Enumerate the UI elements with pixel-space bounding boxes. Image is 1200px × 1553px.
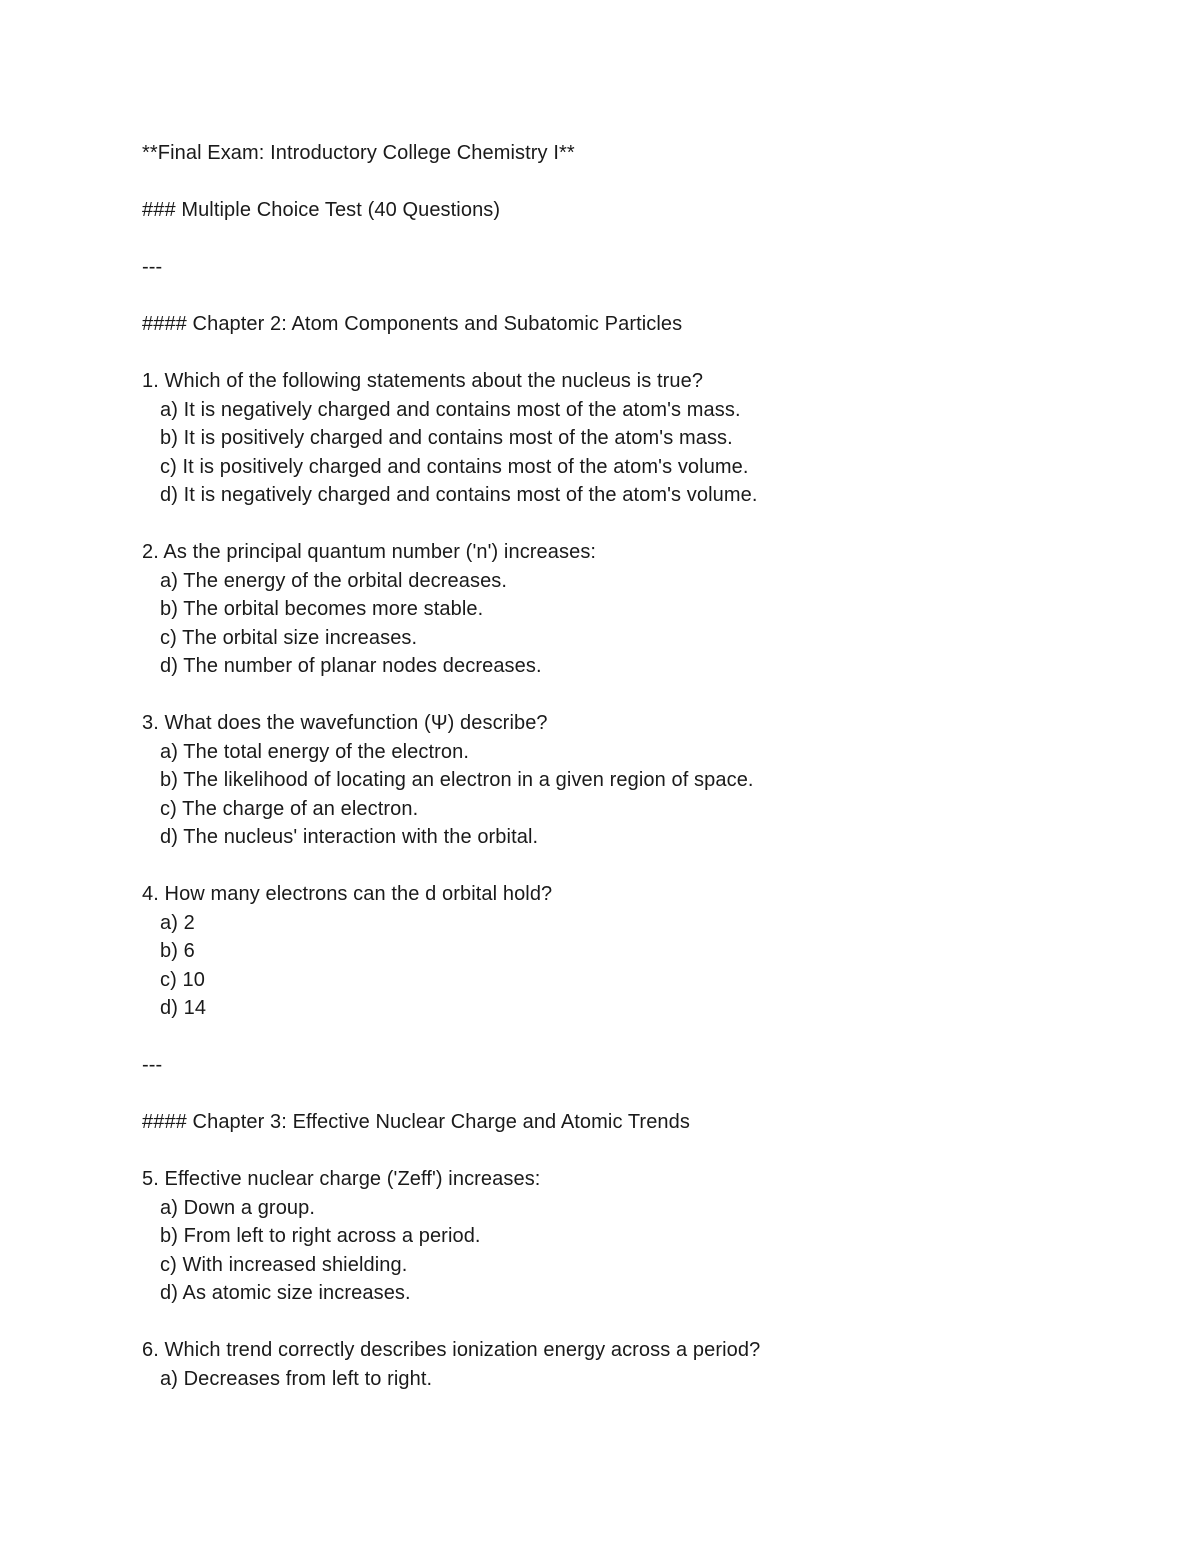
- spacer: [142, 1308, 1142, 1337]
- answer-option: a) 2: [160, 911, 195, 934]
- answer-option: c) It is positively charged and contains most of the atom's volume.: [160, 455, 749, 478]
- spacer: [142, 282, 1142, 311]
- spacer: [142, 681, 1142, 710]
- document-page: [142, 139, 1142, 1393]
- chapter-heading: #### Chapter 3: Effective Nuclear Charge and Atomic Trends: [142, 1111, 690, 1133]
- exam-title: **Final Exam: Introductory College Chemistry I**: [142, 142, 575, 164]
- answer-option: b) The orbital becomes more stable.: [160, 598, 484, 620]
- section-separator: ---: [142, 256, 163, 278]
- answer-option: d) The number of planar nodes decreases.: [160, 655, 542, 677]
- spacer: [142, 510, 1142, 539]
- question-stem: 5. Effective nuclear charge ('Zeff') increases:: [142, 1168, 541, 1190]
- question-block: [142, 880, 1142, 1023]
- question-block: [142, 1336, 1142, 1393]
- answer-option: c) The charge of an electron.: [160, 797, 419, 820]
- question-stem: 6. Which trend correctly describes ionization energy across a period?: [142, 1339, 761, 1361]
- spacer: [142, 1080, 1142, 1109]
- spacer: [142, 339, 1142, 368]
- section-separator: ---: [142, 1054, 163, 1076]
- question-block: [142, 367, 1142, 510]
- answer-option: d) It is negatively charged and contains most of the atom's volume.: [160, 484, 758, 506]
- spacer: [142, 852, 1142, 881]
- question-block: [142, 1165, 1142, 1308]
- spacer: [142, 168, 1142, 197]
- question-stem: 3. What does the wavefunction (Ψ) describe?: [142, 712, 548, 734]
- question-stem: 4. How many electrons can the d orbital hold?: [142, 883, 553, 905]
- question-stem: 2. As the principal quantum number ('n') increases:: [142, 541, 597, 563]
- answer-option: a) It is negatively charged and contains most of the atom's mass.: [160, 398, 741, 421]
- answer-option: b) From left to right across a period.: [160, 1225, 481, 1247]
- answer-option: d) The nucleus' interaction with the orbital.: [160, 826, 539, 848]
- answer-option: a) The total energy of the electron.: [160, 740, 469, 763]
- answer-option: d) As atomic size increases.: [160, 1282, 411, 1304]
- answer-option: a) The energy of the orbital decreases.: [160, 569, 508, 592]
- answer-option: c) 10: [160, 968, 205, 991]
- question-block: [142, 538, 1142, 681]
- answer-option: b) 6: [160, 940, 195, 962]
- question-stem: 1. Which of the following statements about the nucleus is true?: [142, 370, 704, 392]
- answer-option: c) The orbital size increases.: [160, 626, 418, 649]
- answer-option: b) It is positively charged and contains most of the atom's mass.: [160, 427, 733, 449]
- exam-subtitle: ### Multiple Choice Test (40 Questions): [142, 199, 501, 221]
- spacer: [142, 1023, 1142, 1052]
- answer-option: a) Down a group.: [160, 1196, 316, 1219]
- answer-option: c) With increased shielding.: [160, 1253, 408, 1276]
- answer-option: b) The likelihood of locating an electron in a given region of space.: [160, 769, 754, 791]
- spacer: [142, 1137, 1142, 1166]
- answer-option: d) 14: [160, 997, 207, 1019]
- spacer: [142, 225, 1142, 254]
- question-block: [142, 709, 1142, 852]
- chapter-heading: #### Chapter 2: Atom Components and Subatomic Particles: [142, 313, 683, 335]
- answer-option: a) Decreases from left to right.: [160, 1367, 433, 1390]
